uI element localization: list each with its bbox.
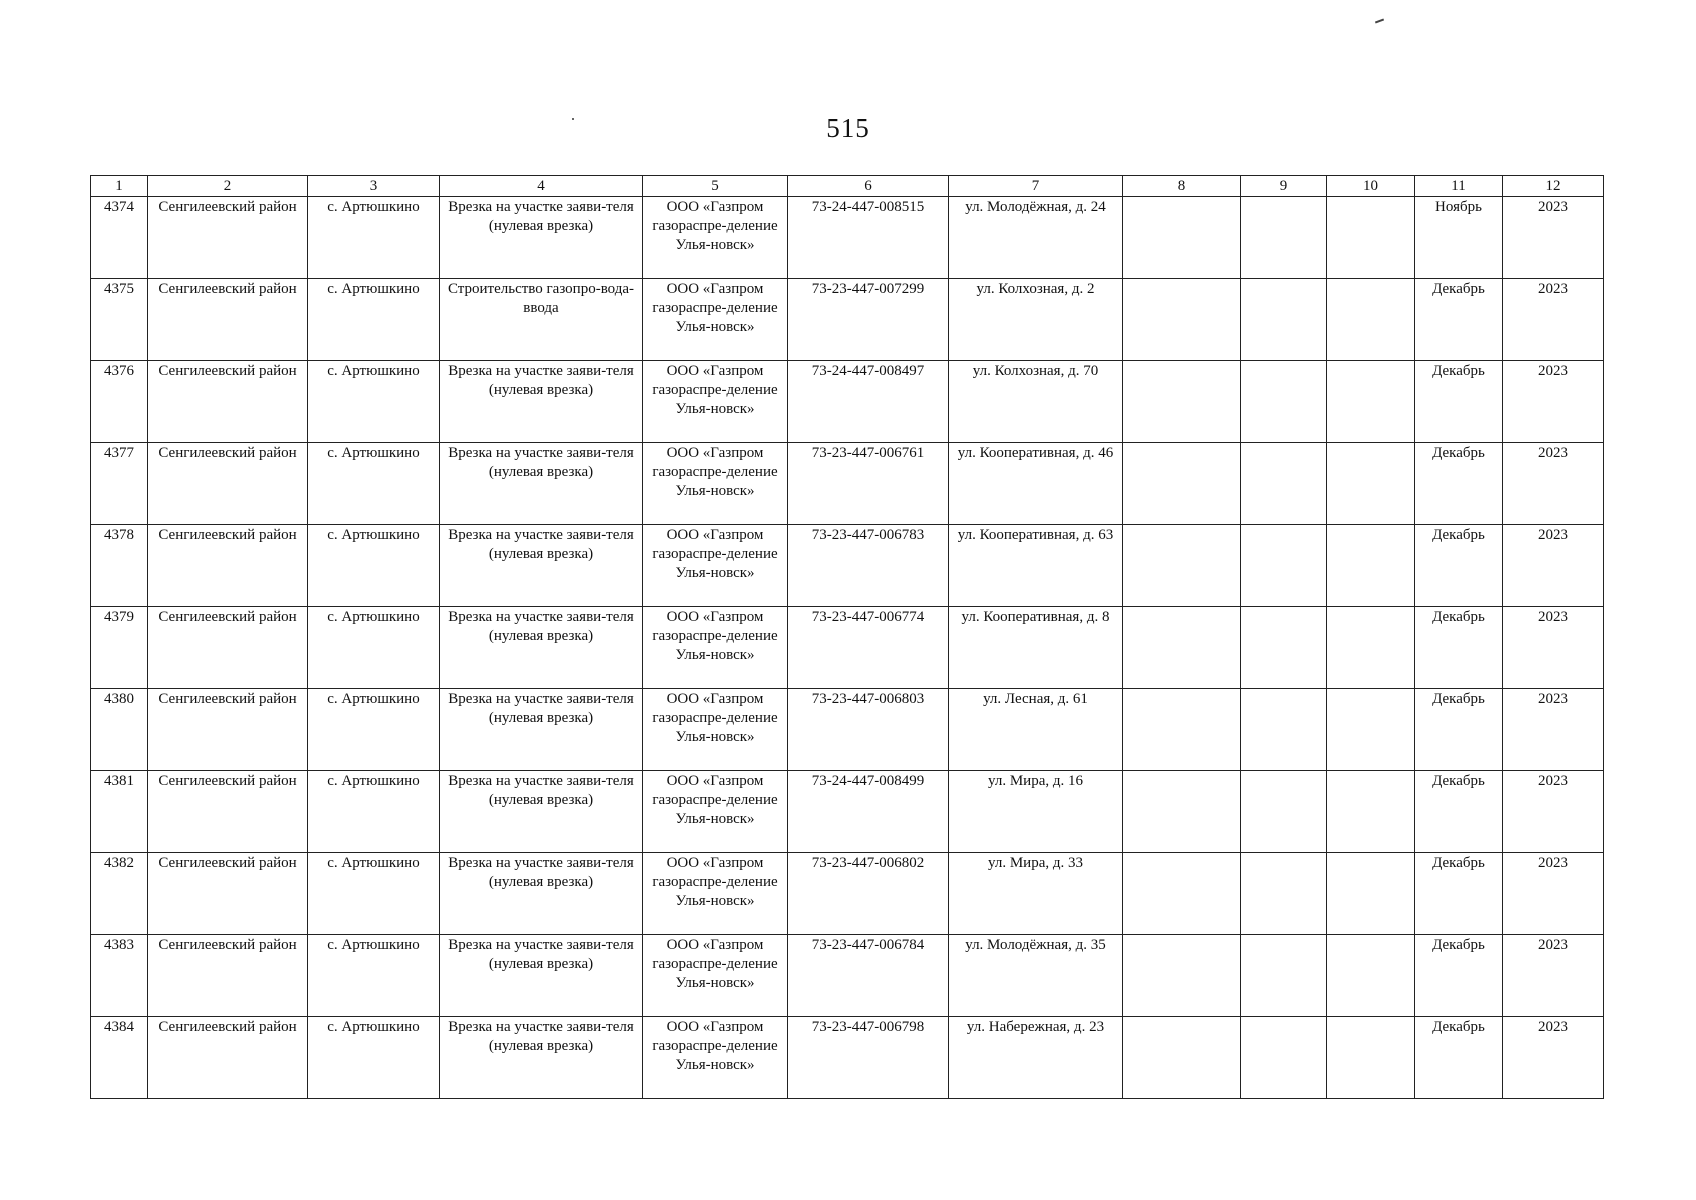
year-cell: 2023 [1503,1017,1604,1099]
settlement-cell: с. Артюшкино [308,771,440,853]
address-cell: ул. Кооперативная, д. 8 [949,607,1123,689]
row-number-cell: 4381 [91,771,148,853]
address-cell: ул. Мира, д. 33 [949,853,1123,935]
month-cell: Декабрь [1415,525,1503,607]
settlement-cell: с. Артюшкино [308,279,440,361]
district-cell: Сенгилеевский район [148,525,308,607]
table-row [91,1017,1604,1099]
table-row [91,525,1604,607]
column-header: 5 [643,176,788,197]
settlement-cell: с. Артюшкино [308,1017,440,1099]
settlement-cell: с. Артюшкино [308,853,440,935]
column-9-cell [1241,361,1327,443]
settlement-cell: с. Артюшкино [308,361,440,443]
cadastral-code-cell: 73-23-447-006802 [788,853,949,935]
month-cell: Декабрь [1415,1017,1503,1099]
column-10-cell [1327,279,1415,361]
cadastral-code-cell: 73-24-447-008499 [788,771,949,853]
cadastral-code-cell: 73-23-447-006761 [788,443,949,525]
month-cell: Декабрь [1415,689,1503,771]
table-body [91,197,1604,1099]
column-header: 4 [440,176,643,197]
month-cell: Декабрь [1415,607,1503,689]
column-header: 10 [1327,176,1415,197]
organization-cell: ООО «Газпром газораспре-деление Улья-новск» [643,443,788,525]
column-8-cell [1123,525,1241,607]
column-9-cell [1241,1017,1327,1099]
column-10-cell [1327,361,1415,443]
cadastral-code-cell: 73-23-447-007299 [788,279,949,361]
year-cell: 2023 [1503,689,1604,771]
work-type-cell: Строительство газопро-вода-ввода [440,279,643,361]
month-cell: Декабрь [1415,443,1503,525]
column-8-cell [1123,197,1241,279]
header-row [91,176,1604,197]
district-cell: Сенгилеевский район [148,1017,308,1099]
table-row [91,935,1604,1017]
column-8-cell [1123,689,1241,771]
address-cell: ул. Кооперативная, д. 63 [949,525,1123,607]
column-9-cell [1241,853,1327,935]
month-cell: Декабрь [1415,361,1503,443]
column-8-cell [1123,607,1241,689]
district-cell: Сенгилеевский район [148,935,308,1017]
month-cell: Декабрь [1415,935,1503,1017]
year-cell: 2023 [1503,361,1604,443]
work-type-cell: Врезка на участке заяви-теля (нулевая врезка) [440,1017,643,1099]
work-type-cell: Врезка на участке заяви-теля (нулевая врезка) [440,853,643,935]
column-8-cell [1123,935,1241,1017]
column-header: 11 [1415,176,1503,197]
district-cell: Сенгилеевский район [148,279,308,361]
month-cell: Декабрь [1415,771,1503,853]
column-10-cell [1327,853,1415,935]
organization-cell: ООО «Газпром газораспре-деление Улья-новск» [643,525,788,607]
column-header: 12 [1503,176,1604,197]
organization-cell: ООО «Газпром газораспре-деление Улья-новск» [643,607,788,689]
table-row [91,197,1604,279]
district-cell: Сенгилеевский район [148,853,308,935]
address-cell: ул. Кооперативная, д. 46 [949,443,1123,525]
table-row [91,853,1604,935]
settlement-cell: с. Артюшкино [308,935,440,1017]
year-cell: 2023 [1503,771,1604,853]
column-9-cell [1241,935,1327,1017]
district-cell: Сенгилеевский район [148,361,308,443]
district-cell: Сенгилеевский район [148,689,308,771]
settlement-cell: с. Артюшкино [308,607,440,689]
column-header: 9 [1241,176,1327,197]
organization-cell: ООО «Газпром газораспре-деление Улья-новск» [643,853,788,935]
page-number: 515 [826,113,870,143]
column-8-cell [1123,771,1241,853]
district-cell: Сенгилеевский район [148,197,308,279]
row-number-cell: 4378 [91,525,148,607]
column-10-cell [1327,771,1415,853]
address-cell: ул. Молодёжная, д. 35 [949,935,1123,1017]
scan-speck [1375,19,1384,24]
cadastral-code-cell: 73-23-447-006774 [788,607,949,689]
month-cell: Ноябрь [1415,197,1503,279]
work-type-cell: Врезка на участке заяви-теля (нулевая врезка) [440,935,643,1017]
row-number-cell: 4374 [91,197,148,279]
district-cell: Сенгилеевский район [148,771,308,853]
cadastral-code-cell: 73-24-447-008515 [788,197,949,279]
column-8-cell [1123,361,1241,443]
column-8-cell [1123,443,1241,525]
settlement-cell: с. Артюшкино [308,689,440,771]
year-cell: 2023 [1503,197,1604,279]
year-cell: 2023 [1503,607,1604,689]
column-10-cell [1327,935,1415,1017]
table-row [91,771,1604,853]
row-number-cell: 4377 [91,443,148,525]
column-header: 1 [91,176,148,197]
column-10-cell [1327,525,1415,607]
address-cell: ул. Мира, д. 16 [949,771,1123,853]
work-type-cell: Врезка на участке заяви-теля (нулевая врезка) [440,361,643,443]
organization-cell: ООО «Газпром газораспре-деление Улья-новск» [643,935,788,1017]
column-9-cell [1241,771,1327,853]
work-type-cell: Врезка на участке заяви-теля (нулевая врезка) [440,607,643,689]
column-9-cell [1241,689,1327,771]
address-cell: ул. Лесная, д. 61 [949,689,1123,771]
column-9-cell [1241,279,1327,361]
column-header: 2 [148,176,308,197]
row-number-cell: 4379 [91,607,148,689]
year-cell: 2023 [1503,935,1604,1017]
organization-cell: ООО «Газпром газораспре-деление Улья-новск» [643,279,788,361]
row-number-cell: 4383 [91,935,148,1017]
row-number-cell: 4384 [91,1017,148,1099]
column-10-cell [1327,443,1415,525]
year-cell: 2023 [1503,853,1604,935]
work-type-cell: Врезка на участке заяви-теля (нулевая врезка) [440,197,643,279]
column-8-cell [1123,279,1241,361]
district-cell: Сенгилеевский район [148,443,308,525]
settlement-cell: с. Артюшкино [308,525,440,607]
district-cell: Сенгилеевский район [148,607,308,689]
column-10-cell [1327,689,1415,771]
address-cell: ул. Колхозная, д. 2 [949,279,1123,361]
settlement-cell: с. Артюшкино [308,443,440,525]
address-cell: ул. Молодёжная, д. 24 [949,197,1123,279]
table-row [91,689,1604,771]
column-9-cell [1241,607,1327,689]
column-header: 3 [308,176,440,197]
work-type-cell: Врезка на участке заяви-теля (нулевая врезка) [440,771,643,853]
cadastral-code-cell: 73-23-447-006803 [788,689,949,771]
column-10-cell [1327,1017,1415,1099]
column-header: 6 [788,176,949,197]
organization-cell: ООО «Газпром газораспре-деление Улья-новск» [643,361,788,443]
cadastral-code-cell: 73-23-447-006784 [788,935,949,1017]
year-cell: 2023 [1503,525,1604,607]
column-10-cell [1327,607,1415,689]
organization-cell: ООО «Газпром газораспре-деление Улья-новск» [643,689,788,771]
column-header: 7 [949,176,1123,197]
cadastral-code-cell: 73-23-447-006783 [788,525,949,607]
column-8-cell [1123,1017,1241,1099]
cadastral-code-cell: 73-24-447-008497 [788,361,949,443]
register-table [90,175,1604,1099]
settlement-cell: с. Артюшкино [308,197,440,279]
table-row [91,443,1604,525]
column-9-cell [1241,197,1327,279]
table-row [91,279,1604,361]
organization-cell: ООО «Газпром газораспре-деление Улья-новск» [643,197,788,279]
year-cell: 2023 [1503,279,1604,361]
row-number-cell: 4382 [91,853,148,935]
work-type-cell: Врезка на участке заяви-теля (нулевая врезка) [440,689,643,771]
column-10-cell [1327,197,1415,279]
organization-cell: ООО «Газпром газораспре-деление Улья-новск» [643,1017,788,1099]
row-number-cell: 4380 [91,689,148,771]
table-row [91,607,1604,689]
column-8-cell [1123,853,1241,935]
column-9-cell [1241,525,1327,607]
address-cell: ул. Набережная, д. 23 [949,1017,1123,1099]
column-header: 8 [1123,176,1241,197]
work-type-cell: Врезка на участке заяви-теля (нулевая врезка) [440,525,643,607]
column-9-cell [1241,443,1327,525]
row-number-cell: 4375 [91,279,148,361]
month-cell: Декабрь [1415,279,1503,361]
cadastral-code-cell: 73-23-447-006798 [788,1017,949,1099]
work-type-cell: Врезка на участке заяви-теля (нулевая врезка) [440,443,643,525]
table-row [91,361,1604,443]
month-cell: Декабрь [1415,853,1503,935]
row-number-cell: 4376 [91,361,148,443]
organization-cell: ООО «Газпром газораспре-деление Улья-новск» [643,771,788,853]
year-cell: 2023 [1503,443,1604,525]
address-cell: ул. Колхозная, д. 70 [949,361,1123,443]
